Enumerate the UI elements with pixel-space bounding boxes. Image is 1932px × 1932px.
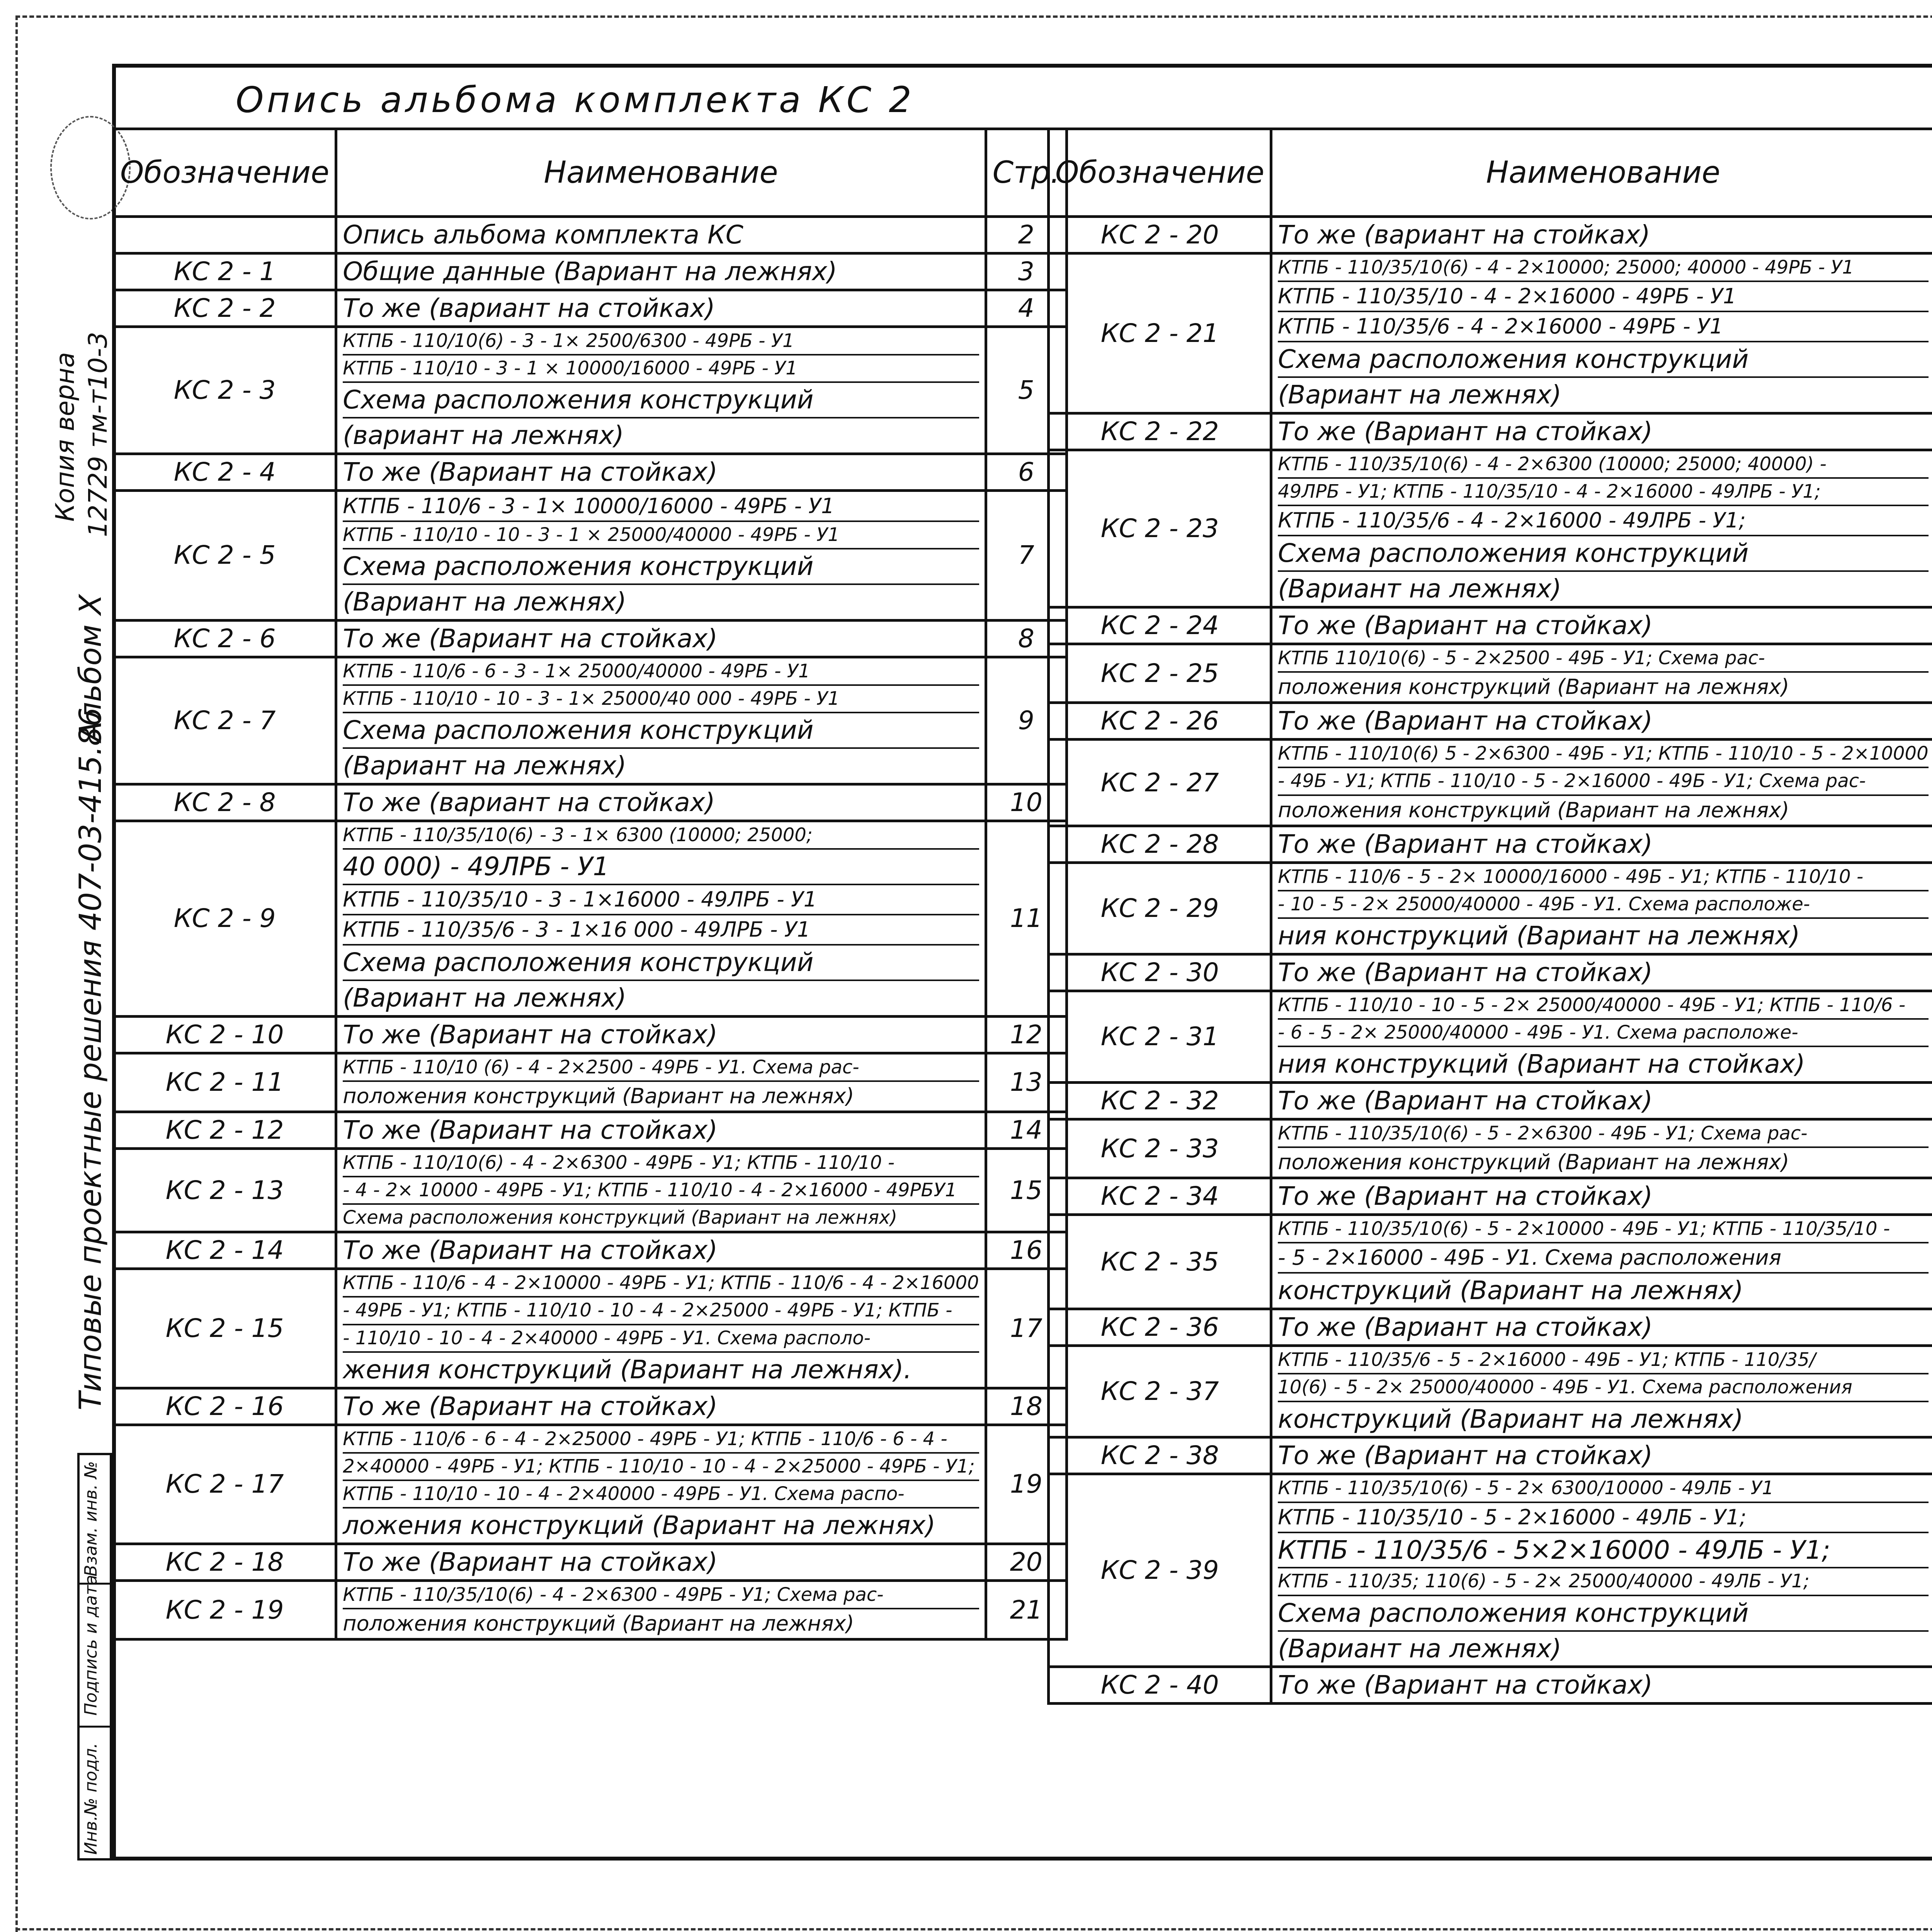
row-name-line: КТПБ - 110/35/10 - 3 - 1×16000 - 49ЛРБ - У1 <box>343 885 979 915</box>
row-name-line: ния конструкций (Вариант на стойках) <box>1278 1049 1805 1079</box>
row-name-line: То же (Вариант на стойках) <box>1278 611 1653 641</box>
row-name-line: 40 000) - 49ЛРБ - У1 <box>343 850 979 885</box>
table-row <box>114 657 1067 784</box>
row-page: 13 <box>986 1053 1066 1112</box>
row-name <box>1271 253 1932 413</box>
row-name-line: То же (Вариант на стойках) <box>1278 829 1653 859</box>
row-name <box>1271 1178 1932 1215</box>
row-code: КС 2 - 23 <box>1049 450 1271 607</box>
outer-dashed-border-left <box>15 15 18 1932</box>
row-name-line: Схема расположения конструкций <box>343 383 979 418</box>
table-row <box>1049 826 1932 862</box>
row-name-line: То же (Вариант на стойках) <box>343 1115 718 1145</box>
row-name-line: Схема расположения конструкций <box>1278 342 1928 378</box>
row-name <box>1271 954 1932 991</box>
row-name-line: То же (Вариант на стойках) <box>1278 1181 1653 1211</box>
table-row <box>1049 954 1932 991</box>
outer-dashed-border-bottom <box>15 1928 1932 1930</box>
row-name-line: (Вариант на лежнях) <box>1278 574 1562 604</box>
table-row <box>1049 1346 1932 1437</box>
row-name <box>1271 607 1932 644</box>
row-name-line: КТПБ - 110/35; 110(6) - 5 - 2× 25000/40000 - 49ЛБ - У1; <box>1278 1568 1928 1596</box>
row-code: КС 2 - 6 <box>114 620 336 657</box>
table-header-row <box>114 129 1067 217</box>
inventory-table-right <box>1047 128 1932 1705</box>
row-code: КС 2 - 4 <box>114 454 336 490</box>
row-name-line: (Вариант на лежнях) <box>1278 380 1562 410</box>
row-name-line: То же (Вариант на стойках) <box>343 623 718 653</box>
table-row <box>114 1112 1067 1148</box>
row-name-line: ния конструкций (Вариант на лежнях) <box>1278 920 1800 951</box>
row-code: КС 2 - 17 <box>114 1425 336 1544</box>
row-name-line: То же (вариант на стойках) <box>343 787 715 817</box>
row-name-line: Схема расположения конструкций <box>343 713 979 749</box>
row-code: КС 2 - 26 <box>1049 703 1271 740</box>
row-name-line: положения конструкций (Вариант на лежнях) <box>1278 798 1789 822</box>
row-name <box>336 327 986 454</box>
row-code: КС 2 - 28 <box>1049 826 1271 862</box>
row-code: КС 2 - 27 <box>1049 740 1271 826</box>
row-name-line: КТПБ - 110/10 (6) - 4 - 2×2500 - 49РБ - У1. Схема рас- <box>343 1054 979 1082</box>
row-code: КС 2 - 10 <box>114 1016 336 1053</box>
row-code: КС 2 - 11 <box>114 1053 336 1112</box>
row-name-line: - 49Б - У1; КТПБ - 110/10 - 5 - 2×16000 - 49Б - У1; Схема рас- <box>1278 768 1928 796</box>
table-row <box>1049 703 1932 740</box>
row-name-line: КТПБ - 110/10(6) - 3 - 1× 2500/6300 - 49РБ - У1 <box>343 328 979 355</box>
row-page: 19 <box>986 1425 1066 1544</box>
table-row <box>1049 1178 1932 1215</box>
row-name-line: То же (Вариант на стойках) <box>1278 1440 1653 1471</box>
row-name-line: КТПБ - 110/35/6 - 5×2×16000 - 49ЛБ - У1; <box>1278 1533 1928 1569</box>
table-row <box>1049 413 1932 450</box>
side-cell-replace-inv: Взам. инв. № <box>81 1461 101 1577</box>
table-row <box>114 290 1067 327</box>
row-code: КС 2 - 7 <box>114 657 336 784</box>
row-name-line: конструкций (Вариант на лежнях) <box>1278 1276 1743 1306</box>
row-name <box>336 1544 986 1581</box>
row-name-line: КТПБ - 110/10 - 10 - 5 - 2× 25000/40000 - 49Б - У1; КТПБ - 110/6 - <box>1278 992 1928 1020</box>
row-code: КС 2 - 29 <box>1049 862 1271 954</box>
row-page: 8 <box>986 620 1066 657</box>
row-name-line: Схема расположения конструкций <box>343 946 979 981</box>
row-name <box>1271 450 1932 607</box>
table-row <box>1049 740 1932 826</box>
table-header-row <box>1049 129 1932 217</box>
table-row <box>114 784 1067 821</box>
table-row <box>1049 450 1932 607</box>
row-name-line: - 110/10 - 10 - 4 - 2×40000 - 49РБ - У1. Схема располо- <box>343 1325 979 1353</box>
row-name-line: То же (Вариант на стойках) <box>343 1391 718 1421</box>
row-name-line: положения конструкций (Вариант на лежнях) <box>343 1083 854 1108</box>
row-code: КС 2 - 12 <box>114 1112 336 1148</box>
row-name <box>1271 991 1932 1082</box>
header-name: Наименование <box>336 129 986 217</box>
row-name <box>336 1148 986 1232</box>
row-name-line: То же (Вариант на стойках) <box>1278 1312 1653 1342</box>
row-name-line: (Вариант на лежнях) <box>1278 1633 1562 1663</box>
header-page: Стр. <box>986 129 1066 217</box>
row-page: 16 <box>986 1232 1066 1269</box>
row-name-line: Опись альбома комплекта КС <box>343 220 743 250</box>
row-name-line: - 10 - 5 - 2× 25000/40000 - 49Б - У1. Схема расположе- <box>1278 891 1928 919</box>
table-row <box>114 1269 1067 1388</box>
row-name-line: КТПБ - 110/35/10(6) - 3 - 1× 6300 (10000; 25000; <box>343 822 979 850</box>
row-name <box>1271 1215 1932 1309</box>
row-name-line: То же (Вариант на стойках) <box>343 457 718 487</box>
row-code: КС 2 - 32 <box>1049 1083 1271 1119</box>
row-name-line: То же (Вариант на стойках) <box>343 1019 718 1049</box>
row-page: 12 <box>986 1016 1066 1053</box>
table-row <box>1049 607 1932 644</box>
row-name <box>1271 862 1932 954</box>
row-name-line: То же (Вариант на стойках) <box>343 1235 718 1265</box>
row-code <box>114 217 336 253</box>
row-name-line: То же (Вариант на стойках) <box>1278 417 1653 447</box>
row-code: КС 2 - 37 <box>1049 1346 1271 1437</box>
row-code: КС 2 - 24 <box>1049 607 1271 644</box>
header-code: Обозначение <box>114 129 336 217</box>
row-name <box>1271 1346 1932 1437</box>
table-row <box>1049 862 1932 954</box>
row-code: КС 2 - 16 <box>114 1388 336 1425</box>
row-name <box>336 1269 986 1388</box>
row-name-line: КТПБ - 110/35/6 - 5 - 2×16000 - 49Б - У1; КТПБ - 110/35/ <box>1278 1347 1928 1374</box>
row-page: 7 <box>986 490 1066 620</box>
row-name <box>336 1016 986 1053</box>
table-row <box>1049 253 1932 413</box>
row-code: КС 2 - 36 <box>1049 1309 1271 1346</box>
row-name-line: КТПБ - 110/6 - 5 - 2× 10000/16000 - 49Б - У1; КТПБ - 110/10 - <box>1278 864 1928 891</box>
row-page: 6 <box>986 454 1066 490</box>
row-page: 3 <box>986 253 1066 290</box>
table-row <box>1049 1474 1932 1667</box>
row-name-line: 2×40000 - 49РБ - У1; КТПБ - 110/10 - 10 - 4 - 2×25000 - 49РБ - У1; <box>343 1454 979 1481</box>
row-name <box>1271 644 1932 703</box>
row-name <box>336 620 986 657</box>
row-name <box>1271 826 1932 862</box>
row-name-line: (Вариант на лежнях) <box>343 983 627 1013</box>
table-row <box>114 1544 1067 1581</box>
row-name-line: То же (Вариант на стойках) <box>1278 1670 1653 1700</box>
row-name <box>1271 1309 1932 1346</box>
row-name <box>336 1388 986 1425</box>
row-code: КС 2 - 2 <box>114 290 336 327</box>
row-name <box>336 1112 986 1148</box>
table-row <box>1049 1667 1932 1704</box>
table-row <box>114 217 1067 253</box>
row-name-line: положения конструкций (Вариант на лежнях) <box>1278 1150 1789 1175</box>
row-name <box>1271 413 1932 450</box>
row-code: КС 2 - 33 <box>1049 1119 1271 1178</box>
row-name-line: То же (Вариант на стойках) <box>343 1547 718 1577</box>
row-name-line: Схема расположения конструкций <box>1278 536 1928 572</box>
row-name-line: КТПБ - 110/35/6 - 4 - 2×16000 - 49РБ - У1 <box>1278 312 1928 342</box>
row-name-line: (вариант на лежнях) <box>343 420 624 450</box>
row-name-line: КТПБ - 110/6 - 3 - 1× 10000/16000 - 49РБ - У1 <box>343 492 979 522</box>
row-name <box>336 253 986 290</box>
row-code: КС 2 - 20 <box>1049 217 1271 253</box>
table-row <box>1049 217 1932 253</box>
row-code: КС 2 - 31 <box>1049 991 1271 1082</box>
row-code: КС 2 - 25 <box>1049 644 1271 703</box>
row-code: КС 2 - 40 <box>1049 1667 1271 1704</box>
row-name-line: КТПБ - 110/10(6) 5 - 2×6300 - 49Б - У1; КТПБ - 110/10 - 5 - 2×10000 <box>1278 741 1928 768</box>
row-code: КС 2 - 22 <box>1049 413 1271 450</box>
table-row <box>1049 1215 1932 1309</box>
row-name-line: КТПБ - 110/10(6) - 4 - 2×6300 - 49РБ - У1; КТПБ - 110/10 - <box>343 1150 979 1177</box>
row-name-line: КТПБ - 110/6 - 6 - 4 - 2×25000 - 49РБ - У1; КТПБ - 110/6 - 6 - 4 - <box>343 1426 979 1454</box>
row-page: 17 <box>986 1269 1066 1388</box>
row-name-line: КТПБ - 110/10 - 10 - 3 - 1 × 25000/40000 - 49РБ - У1 <box>343 522 979 549</box>
table-row <box>1049 1083 1932 1119</box>
row-name-line: КТПБ - 110/35/10(6) - 5 - 2×6300 - 49Б - У1; Схема рас- <box>1278 1121 1928 1148</box>
table-row <box>114 1580 1067 1639</box>
row-page: 14 <box>986 1112 1066 1148</box>
series-title: Типовые проектные решения 407-03-415.86 <box>73 707 108 1410</box>
copy-code-text: 12729 тм-т10-3 <box>83 332 113 537</box>
row-name-line: конструкций (Вариант на лежнях) <box>1278 1404 1743 1434</box>
row-name-line: - 6 - 5 - 2× 25000/40000 - 49Б - У1. Схема расположе- <box>1278 1020 1928 1047</box>
row-name <box>336 1232 986 1269</box>
row-code: КС 2 - 15 <box>114 1269 336 1388</box>
row-name-line: КТПБ - 110/35/10 - 5 - 2×16000 - 49ЛБ - У1; <box>1278 1503 1928 1533</box>
row-page: 11 <box>986 821 1066 1016</box>
row-page: 21 <box>986 1580 1066 1639</box>
row-code: КС 2 - 38 <box>1049 1437 1271 1474</box>
row-name-line: Схема расположения конструкций (Вариант на лежнях) <box>343 1207 898 1229</box>
row-code: КС 2 - 5 <box>114 490 336 620</box>
row-code: КС 2 - 21 <box>1049 253 1271 413</box>
outer-dashed-border-top <box>15 15 1932 18</box>
side-cell-signature-date: Подпись и дата <box>81 1575 101 1716</box>
row-name-line: КТПБ - 110/35/10 - 4 - 2×16000 - 49РБ - У1 <box>1278 282 1928 312</box>
row-name-line: положения конструкций (Вариант на лежнях) <box>1278 675 1789 699</box>
row-name-line: То же (Вариант на стойках) <box>1278 706 1653 736</box>
row-name-line: КТПБ - 110/6 - 6 - 3 - 1× 25000/40000 - 49РБ - У1 <box>343 658 979 686</box>
row-code: КС 2 - 13 <box>114 1148 336 1232</box>
row-page: 4 <box>986 290 1066 327</box>
table-row <box>114 1232 1067 1269</box>
row-code: КС 2 - 14 <box>114 1232 336 1269</box>
table-row <box>114 1016 1067 1053</box>
row-name-line: - 49РБ - У1; КТПБ - 110/10 - 10 - 4 - 2×25000 - 49РБ - У1; КТПБ - <box>343 1298 979 1325</box>
row-name <box>336 454 986 490</box>
table-row <box>1049 644 1932 703</box>
table-row <box>1049 1119 1932 1178</box>
row-name-line: Схема расположения конструкций <box>1278 1596 1928 1632</box>
row-name-line: ложения конструкций (Вариант на лежнях) <box>343 1510 936 1541</box>
table-row <box>1049 1437 1932 1474</box>
row-page: 18 <box>986 1388 1066 1425</box>
row-name-line: (Вариант на лежнях) <box>343 587 627 617</box>
row-name-line: КТПБ - 110/6 - 4 - 2×10000 - 49РБ - У1; КТПБ - 110/6 - 4 - 2×16000 <box>343 1270 979 1298</box>
row-code: КС 2 - 30 <box>1049 954 1271 991</box>
row-name <box>1271 217 1932 253</box>
table-row <box>114 620 1067 657</box>
row-name-line: То же (вариант на стойках) <box>343 293 715 323</box>
row-code: КС 2 - 35 <box>1049 1215 1271 1309</box>
row-name-line: КТПБ - 110/35/6 - 4 - 2×16000 - 49ЛРБ - У1; <box>1278 506 1928 536</box>
row-name-line: КТПБ - 110/10 - 10 - 4 - 2×40000 - 49РБ - У1. Схема распо- <box>343 1481 979 1509</box>
header-name: Наименование <box>1271 129 1932 217</box>
row-name-line: 10(6) - 5 - 2× 25000/40000 - 49Б - У1. Схема расположения <box>1278 1374 1928 1402</box>
row-code: КС 2 - 8 <box>114 784 336 821</box>
row-page: 2 <box>986 217 1066 253</box>
row-name <box>336 290 986 327</box>
side-cell-inv-orig: Инв.№ подл. <box>81 1743 101 1855</box>
row-name <box>1271 1474 1932 1667</box>
row-name-line: КТПБ - 110/35/10(6) - 4 - 2×6300 - 49РБ - У1; Схема рас- <box>343 1582 979 1609</box>
table-row <box>114 1388 1067 1425</box>
row-name-line: 49ЛРБ - У1; КТПБ - 110/35/10 - 4 - 2×16000 - 49ЛРБ - У1; <box>1278 479 1928 506</box>
row-name-line: - 5 - 2×16000 - 49Б - У1. Схема расположения <box>1278 1243 1928 1274</box>
row-code: КС 2 - 39 <box>1049 1474 1271 1667</box>
row-name <box>336 1425 986 1544</box>
row-code: КС 2 - 9 <box>114 821 336 1016</box>
row-page: 10 <box>986 784 1066 821</box>
table-row <box>114 253 1067 290</box>
table-row <box>114 1148 1067 1232</box>
row-code: КС 2 - 3 <box>114 327 336 454</box>
row-name-line: То же (вариант на стойках) <box>1278 220 1650 250</box>
row-page: 5 <box>986 327 1066 454</box>
row-name <box>336 657 986 784</box>
table-row <box>114 327 1067 454</box>
row-name-line: Схема расположения конструкций <box>343 549 979 585</box>
row-name-line: КТПБ - 110/35/10(6) - 4 - 2×6300 (10000; 25000; 40000) - <box>1278 451 1928 479</box>
table-row <box>1049 991 1932 1082</box>
row-name-line: КТПБ 110/10(6) - 5 - 2×2500 - 49Б - У1; Схема рас- <box>1278 645 1928 673</box>
row-name-line: КТПБ - 110/35/6 - 3 - 1×16 000 - 49ЛРБ - У1 <box>343 915 979 946</box>
table-row <box>114 821 1067 1016</box>
row-name <box>336 1580 986 1639</box>
row-name-line: - 4 - 2× 10000 - 49РБ - У1; КТПБ - 110/10 - 4 - 2×16000 - 49РБУ1 <box>343 1177 979 1205</box>
row-name <box>1271 1083 1932 1119</box>
row-name-line: КТПБ - 110/35/10(6) - 5 - 2×10000 - 49Б - У1; КТПБ - 110/35/10 - <box>1278 1216 1928 1243</box>
inventory-table-left <box>112 128 1068 1641</box>
row-page: 15 <box>986 1148 1066 1232</box>
row-name-line: КТПБ - 110/35/10(6) - 4 - 2×10000; 25000; 40000 - 49РБ - У1 <box>1278 255 1928 282</box>
row-name <box>336 784 986 821</box>
row-name <box>1271 740 1932 826</box>
table-row <box>114 1053 1067 1112</box>
table-row <box>114 454 1067 490</box>
row-name-line: КТПБ - 110/35/10(6) - 5 - 2× 6300/10000 - 49ЛБ - У1 <box>1278 1475 1928 1503</box>
row-name-line: жения конструкций (Вариант на лежнях). <box>343 1354 912 1384</box>
row-name <box>336 1053 986 1112</box>
row-name <box>1271 1119 1932 1178</box>
row-name-line: Общие данные (Вариант на лежнях) <box>343 256 837 286</box>
row-page: 20 <box>986 1544 1066 1581</box>
row-code: КС 2 - 1 <box>114 253 336 290</box>
row-code: КС 2 - 34 <box>1049 1178 1271 1215</box>
row-name <box>336 217 986 253</box>
row-name <box>1271 703 1932 740</box>
header-code: Обозначение <box>1049 129 1271 217</box>
row-name-line: положения конструкций (Вариант на лежнях) <box>343 1611 854 1636</box>
copy-verified-text: Копия верна <box>50 352 80 522</box>
table-row <box>114 490 1067 620</box>
row-name <box>336 490 986 620</box>
row-name-line: КТПБ - 110/10 - 10 - 3 - 1× 25000/40 000 - 49РБ - У1 <box>343 686 979 713</box>
row-name-line: То же (Вариант на стойках) <box>1278 957 1653 987</box>
row-name-line: (Вариант на лежнях) <box>343 750 627 781</box>
row-code: КС 2 - 19 <box>114 1580 336 1639</box>
row-name <box>1271 1437 1932 1474</box>
row-name <box>1271 1667 1932 1704</box>
row-name-line: КТПБ - 110/10 - 3 - 1 × 10000/16000 - 49РБ - У1 <box>343 355 979 383</box>
album-label: Альбом X <box>73 594 108 742</box>
row-code: КС 2 - 18 <box>114 1544 336 1581</box>
row-page: 9 <box>986 657 1066 784</box>
table-row <box>114 1425 1067 1544</box>
table-row <box>1049 1309 1932 1346</box>
row-name <box>336 821 986 1016</box>
row-name-line: То же (Вариант на стойках) <box>1278 1086 1653 1116</box>
album-title: Опись альбома комплекта КС 2 <box>236 79 915 121</box>
